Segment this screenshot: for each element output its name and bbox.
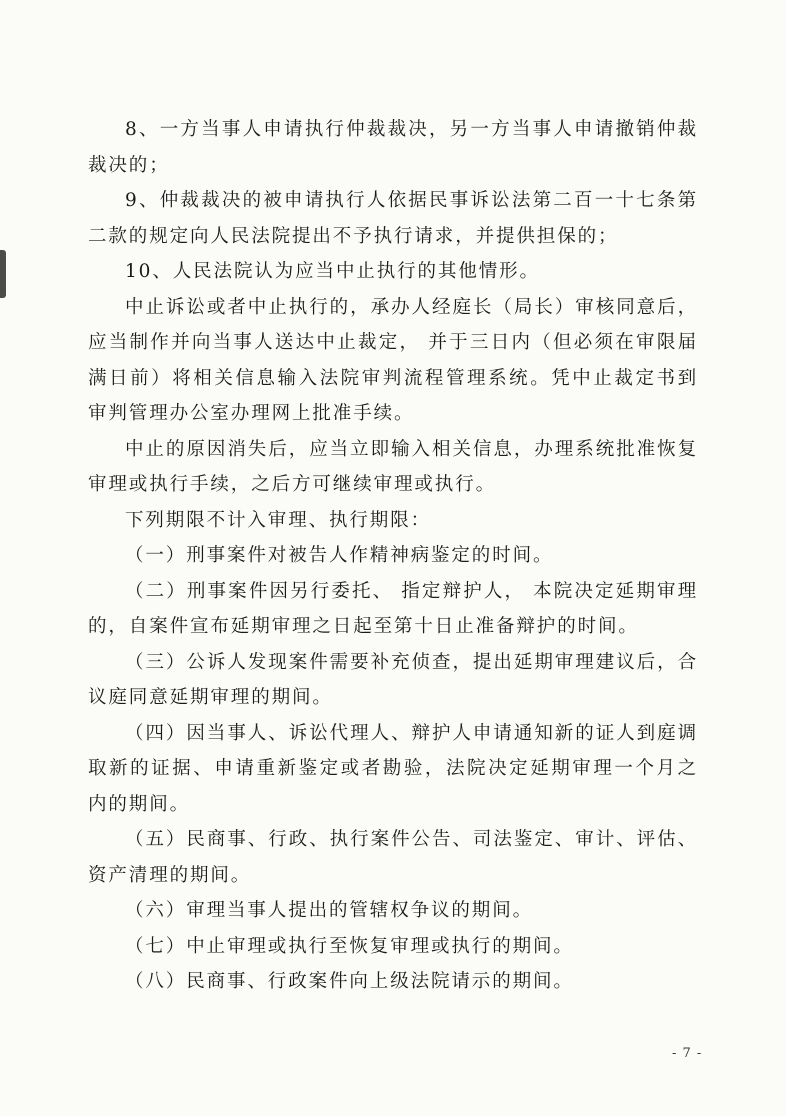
paragraph-resumption: 中止的原因消失后，应当立即输入相关信息，办理系统批准恢复审理或执行手续，之后方可继续审理或执行。 (88, 438, 698, 495)
page-number: - 7 - (672, 1046, 703, 1061)
paragraph-excluded-7: （七）中止审理或执行至恢复审理或执行的期间。 (125, 935, 574, 957)
paragraph-excluded-3: （三）公诉人发现案件需要补充侦查，提出延期审理建议后，合议庭同意延期审理的期间。 (88, 651, 698, 708)
paragraph-excluded-8: （八）民商事、行政案件向上级法院请示的期间。 (125, 971, 574, 992)
document-body (88, 112, 698, 1000)
paragraph-excluded-1: （一）刑事案件对被告人作精神病鉴定的时间。 (125, 545, 554, 566)
paragraph-item-9: 9、仲裁裁决的被申请执行人依据民事诉讼法第二百一十七条第二款的规定向人民法院提出不予执行请求，并提供担保的； (88, 190, 698, 247)
paragraph-suspension-procedure: 中止诉讼或者中止执行的，承办人经庭长（局长）审核同意后，应当制作并向当事人送达中止裁定， 并于三日内（但必须在审限届满日前）将相关信息输入法院审判流程管理系统。凭中止裁定书到审判管理办公室办理网上批准手续。 (88, 296, 698, 424)
paragraph-excluded-6: （六）审理当事人提出的管辖权争议的期间。 (125, 900, 534, 921)
paragraph-excluded-4: （四）因当事人、诉讼代理人、辩护人申请通知新的证人到庭调取新的证据、申请重新鉴定或者勘验，法院决定延期审理一个月之内的期间。 (88, 722, 698, 815)
paragraph-excluded-periods-heading: 下列期限不计入审理、执行期限： (125, 509, 432, 531)
scan-edge-mark (0, 250, 6, 298)
paragraph-excluded-5: （五）民商事、行政、执行案件公告、司法鉴定、审计、评估、资产清理的期间。 (88, 829, 698, 886)
paragraph-item-10: 10、人民法院认为应当中止执行的其他情形。 (125, 261, 540, 282)
paragraph-excluded-2: （二）刑事案件因另行委托、 指定辩护人， 本院决定延期审理的，自案件宣布延期审理之日起至第十日止准备辩护的时间。 (88, 580, 698, 637)
paragraph-item-8: 8、一方当事人申请执行仲裁裁决，另一方当事人申请撤销仲裁裁决的； (88, 119, 698, 176)
